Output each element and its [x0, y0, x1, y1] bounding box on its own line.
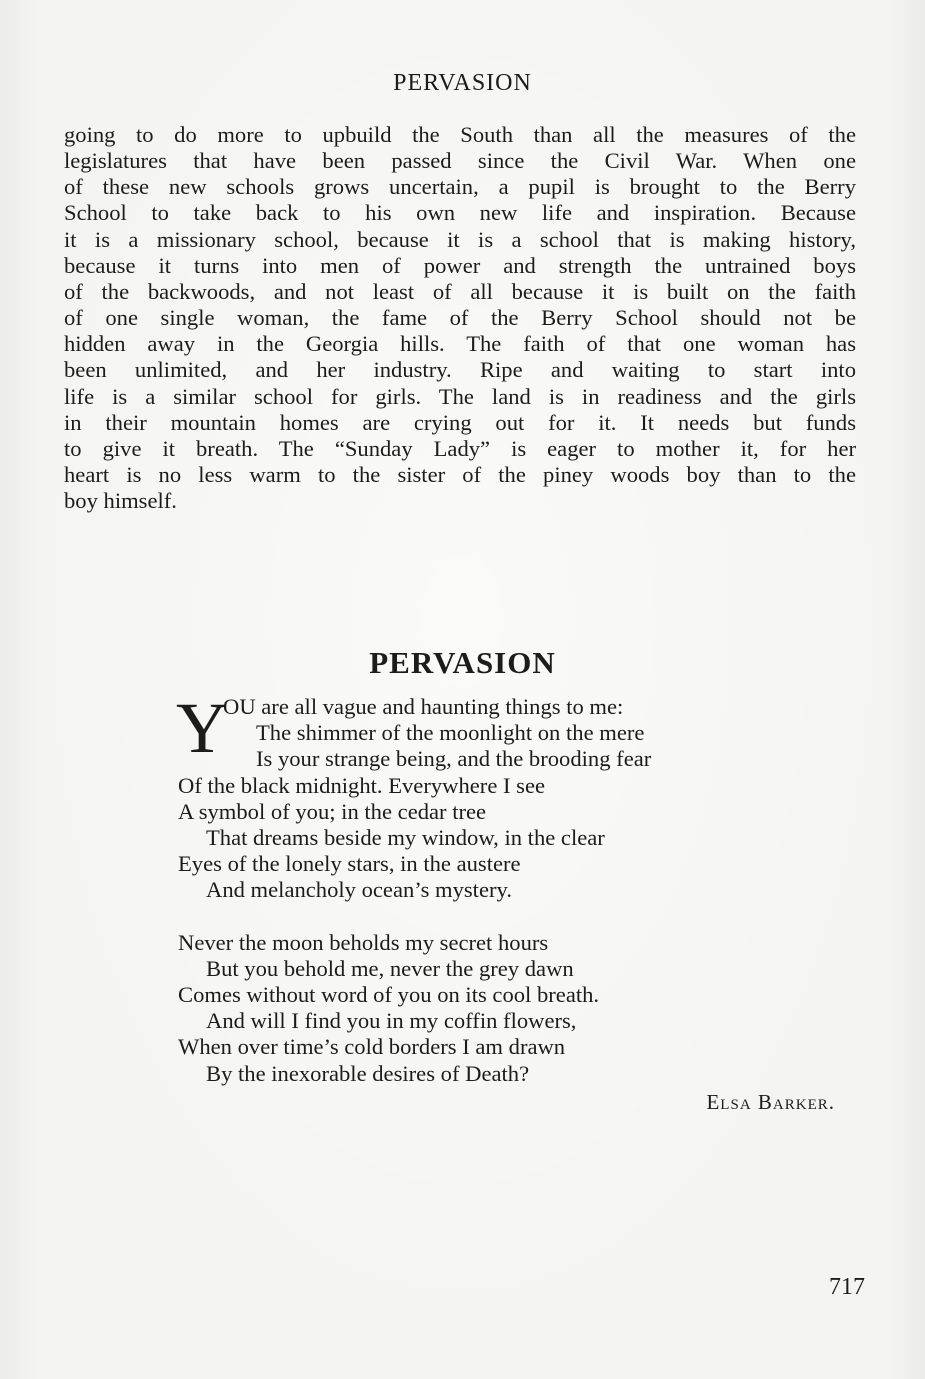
poem-verse: Of the black midnight. Everywhere I see: [178, 772, 546, 798]
poem-stanza-1: [178, 720, 818, 903]
poem-verse: By the inexorable desires of Death?: [206, 1060, 530, 1086]
poem-verse: And melancholy ocean’s mystery.: [206, 877, 512, 903]
prose-line: been unlimited, and her industry. Ripe and waiting to start into: [64, 357, 856, 383]
poem-verse: When over time’s cold borders I am drawn: [178, 1034, 566, 1060]
poem-attribution: Elsa Barker.: [706, 1090, 835, 1114]
poem-verse: Eyes of the lonely stars, in the austere: [178, 851, 521, 877]
prose-paragraph: [64, 122, 856, 514]
prose-line: boy himself.: [64, 488, 177, 514]
prose-line: of the backwoods, and not least of all because it is built on the faith: [64, 278, 856, 304]
prose-line: life is a similar school for girls. The land is in readiness and the girls: [64, 383, 856, 409]
poem-verse: Never the moon beholds my secret hours: [178, 929, 549, 955]
poem-verse: But you behold me, never the grey dawn: [206, 955, 574, 981]
prose-line: of one single woman, the fame of the Berry School should not be: [64, 305, 856, 331]
poem-verse: That dreams beside my window, in the clear: [206, 825, 605, 851]
prose-line: legislatures that have been passed since the Civil War. When one: [64, 148, 856, 174]
poem-verse: The shimmer of the moonlight on the mere: [256, 720, 645, 746]
prose-line: going to do more to upbuild the South than all the measures of the: [64, 122, 856, 147]
poem-body: [176, 688, 818, 1087]
page-number: 717: [829, 1274, 865, 1300]
prose-line: heart is no less warm to the sister of the piney woods boy than to the: [64, 462, 856, 488]
poem-first-line: OU are all vague and haunting things to me:: [223, 694, 624, 719]
stanza-gap: [178, 904, 818, 930]
poem-verse: Comes without word of you on its cool breath.: [178, 982, 600, 1008]
running-head: PERVASION: [393, 70, 532, 96]
prose-line: School to take back to his own new life and inspiration. Because: [64, 200, 856, 226]
prose-line: it is a missionary school, because it is a school that is making history,: [64, 226, 856, 252]
drop-cap: Y: [176, 688, 228, 768]
poem-verse: A symbol of you; in the cedar tree: [178, 798, 487, 824]
prose-line: to give it breath. The “Sunday Lady” is eager to mother it, for her: [64, 435, 856, 461]
poem-stanza-2: [178, 930, 818, 1087]
prose-line: of these new schools grows uncertain, a pupil is brought to the Berry: [64, 174, 856, 200]
poem-verse: Is your strange being, and the brooding fear: [256, 746, 652, 772]
poem-verse: And will I find you in my coffin flowers,: [206, 1008, 577, 1034]
prose-line: hidden away in the Georgia hills. The faith of that one woman has: [64, 331, 856, 357]
prose-line: in their mountain homes are crying out for it. It needs but funds: [64, 409, 856, 435]
prose-line: because it turns into men of power and strength the untrained boys: [64, 252, 856, 278]
poem-title: PERVASION: [369, 645, 556, 680]
